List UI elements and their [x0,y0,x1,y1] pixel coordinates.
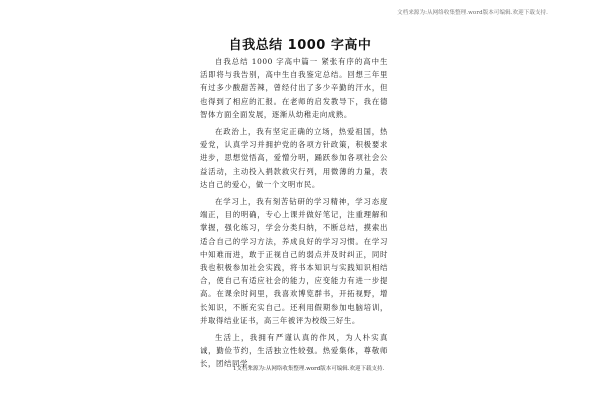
document-title: 自我总结 1000 字高中 [228,38,372,53]
paragraph-intro: 自我总结 1000 字高中篇一 紧张有序的高中生活即将与我告别，高中生自我鉴定总结。回想三年里有过多少酸甜苦辣，曾经付出了多少辛勤的汗水，但也得到了相应的汇报。在老师的启发教导下，我在德智体方面全面发展，逐渐从幼稚走向成熟。 [200,57,388,119]
paragraph-study: 在学习上，我有刻苦钻研的学习精神，学习态度端正，目的明确，专心上课并做好笔记，注重理解和掌握，强化练习，学会分类归纳，不断总结，摸索出适合自己的学习方法，养成良好的学习习惯。在学习中知难而进，敢于正视自己的弱点并及时纠正，同时我也积极参加社会实践，将书本知识与实践知识相结合，使自己有适应社会的能力，应变能力有进一步提高。在课余时间里，我喜欢博览群书，开拓视野，增长知识，不断充实自己。还利用假期参加电脑培训，并取得结业证书，高三年被评为校级三好生。 [200,197,388,325]
document-body [200,55,388,375]
footer-source-note: 1文档来源为:从网络收集整理.word版本可编辑.欢迎下载支持. [233,366,385,372]
header-source-note: 文档来源为:从网络收集整理.word版本可编辑.欢迎下载支持. [397,10,548,16]
paragraph-politics: 在政治上，我有坚定正确的立场，热爱祖国，热爱党，认真学习并拥护党的各项方针政策，积极要求进步，思想觉悟高，爱憎分明，踊跃参加各项社会公益活动，主动投入捐款救灾行列，用微薄的力量，表达自己的爱心，做一个文明市民。 [200,127,388,189]
paragraph-life: 生活上，我拥有严谨认真的作风，为人朴实真诚，勤俭节约，生活独立性较强。热爱集体，尊敬师长，团结同学， [200,333,388,369]
